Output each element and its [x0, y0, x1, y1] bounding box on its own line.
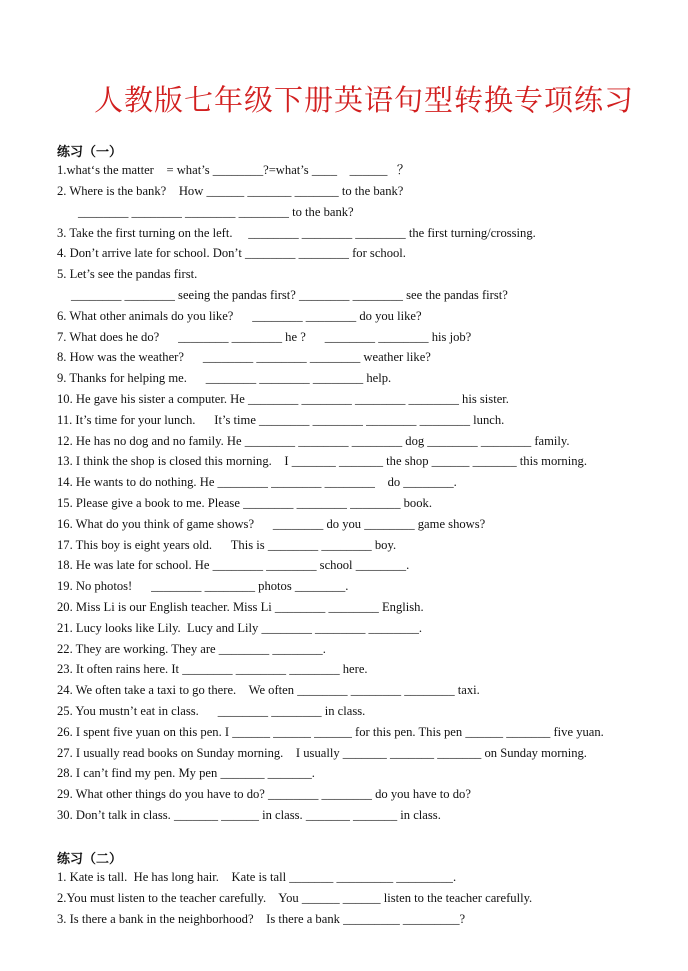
exercise-line: 1.what‘s the matter = what’s ________?=what’s ____ ______ ？	[57, 163, 410, 177]
exercise-line: 26. I spent five yuan on this pen. I ______ ______ ______ for this pen. This pen ______ _______ five yuan.	[57, 725, 604, 739]
exercise-line: 2. Where is the bank? How ______ _______ _______ to the bank?	[57, 184, 404, 198]
exercise-line: 13. I think the shop is closed this morning. I _______ _______ the shop ______ _______ this morning.	[57, 454, 587, 468]
exercise-line: 14. He wants to do nothing. He ________ ________ ________ do ________.	[57, 475, 457, 489]
exercise-line: 9. Thanks for helping me. ________ ________ ________ help.	[57, 371, 392, 385]
exercise-line: 19. No photos! ________ ________ photos ________.	[57, 579, 349, 593]
exercise-line: 3. Take the first turning on the left. ________ ________ ________ the first turning/crossing.	[57, 226, 536, 240]
exercise-line: 3. Is there a bank in the neighborhood? Is there a bank _________ _________?	[57, 912, 466, 926]
exercise-line: 23. It often rains here. It ________ ________ ________ here.	[57, 662, 368, 676]
exercise-line: 8. How was the weather? ________ ________ ________ weather like?	[57, 350, 431, 364]
exercise-line: 25. You mustn’t eat in class. ________ ________ in class.	[57, 704, 366, 718]
exercise-line: 6. What other animals do you like? ________ ________ do you like?	[57, 309, 422, 323]
exercise-line: 16. What do you think of game shows? ________ do you ________ game shows?	[57, 517, 486, 531]
exercise-line: 5. Let’s see the pandas first.	[57, 267, 198, 281]
exercise-line: 21. Lucy looks like Lily. Lucy and Lily ________ ________ ________.	[57, 621, 423, 635]
exercise-line: ________ ________ ________ ________ to the bank?	[78, 205, 354, 219]
exercise-line: 22. They are working. They are ________ ________.	[57, 642, 326, 656]
exercise-line: 7. What does he do? ________ ________ he ? ________ ________ his job?	[57, 330, 472, 344]
exercise-line: 30. Don’t talk in class. _______ ______ in class. _______ _______ in class.	[57, 808, 441, 822]
section-heading-1: 练习（一）	[57, 145, 123, 160]
exercise-line: 27. I usually read books on Sunday morning. I usually _______ _______ _______ on Sunday morning.	[57, 746, 587, 760]
exercise-line: 12. He has no dog and no family. He ________ ________ ________ dog ________ ________ family.	[57, 434, 570, 448]
exercise-line: 17. This boy is eight years old. This is ________ ________ boy.	[57, 538, 397, 552]
exercise-line: 2.You must listen to the teacher carefully. You ______ ______ listen to the teacher carefully.	[57, 891, 533, 905]
exercise-line: 24. We often take a taxi to go there. We often ________ ________ ________ taxi.	[57, 683, 480, 697]
exercise-line: 20. Miss Li is our English teacher. Miss Li ________ ________ English.	[57, 600, 424, 614]
worksheet-title: 人教版七年级下册英语句型转换专项练习	[93, 83, 634, 117]
exercise-line: 28. I can’t find my pen. My pen _______ _______.	[57, 766, 315, 780]
exercise-line: 1. Kate is tall. He has long hair. Kate is tall _______ _________ _________.	[57, 870, 457, 884]
exercise-line: 4. Don’t arrive late for school. Don’t ________ ________ for school.	[57, 246, 406, 260]
exercise-line: 10. He gave his sister a computer. He ________ ________ ________ ________ his sister.	[57, 392, 509, 406]
section-heading-2: 练习（二）	[57, 852, 123, 867]
exercise-line: 15. Please give a book to me. Please ________ ________ ________ book.	[57, 496, 432, 510]
exercise-line: 18. He was late for school. He ________ ________ school ________.	[57, 558, 410, 572]
exercise-line: 29. What other things do you have to do? ________ ________ do you have to do?	[57, 787, 471, 801]
exercise-line: 11. It’s time for your lunch. It’s time ________ ________ ________ ________ lunch.	[57, 413, 505, 427]
exercise-line: ________ ________ seeing the pandas first? ________ ________ see the pandas first?	[71, 288, 508, 302]
